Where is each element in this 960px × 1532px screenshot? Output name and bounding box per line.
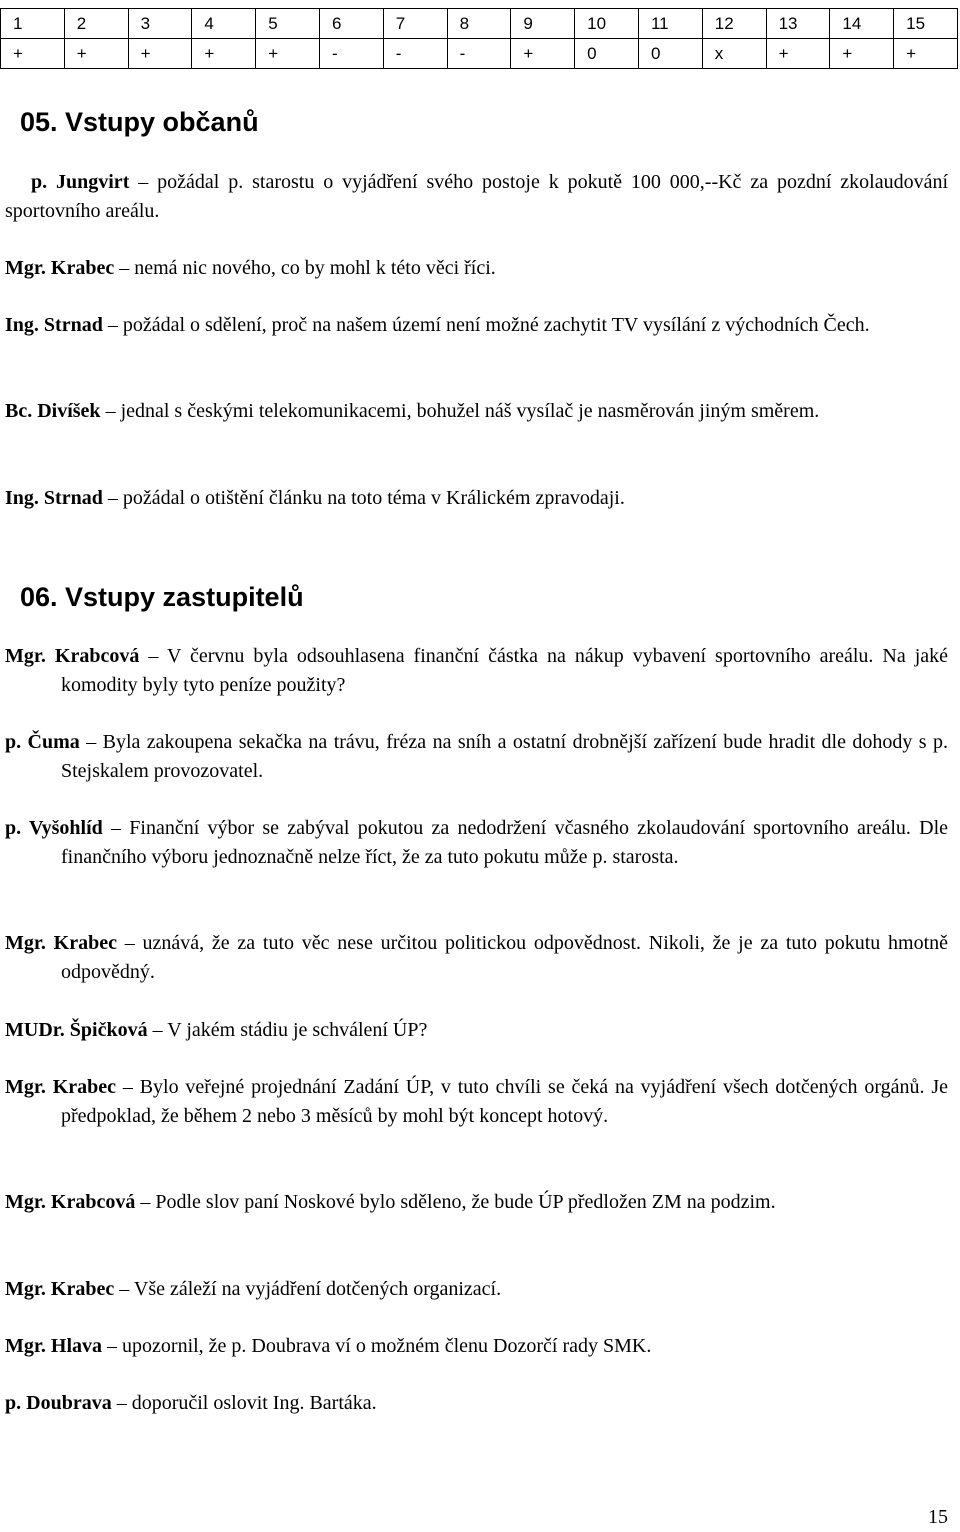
table-cell: 6 (319, 9, 383, 39)
paragraph (5, 1389, 948, 1418)
paragraph-text: V červnu byla odsouhlasena finanční částka na nákup vybavení sportovního areálu. Na jaké komodity byly tyto peníze použity? (61, 645, 949, 696)
speaker-name: MUDr. Špičková (5, 1019, 148, 1041)
table-cell: + (511, 39, 575, 69)
paragraph (5, 642, 948, 700)
paragraph (5, 1332, 948, 1361)
paragraph-text: doporučil oslovit Ing. Bartáka. (131, 1392, 377, 1414)
paragraph (5, 311, 948, 340)
table-cell: - (447, 39, 511, 69)
table-cell: + (256, 39, 320, 69)
dash: – (148, 645, 159, 667)
speaker-name: Mgr. Hlava (5, 1335, 103, 1357)
paragraph-text: Byla zakoupena sekačka na trávu, fréza na sníh a ostatní drobnější zařízení bude hradit dle dohody s p. Stejskalem provozovatel. (61, 731, 948, 782)
dash: – (140, 1191, 151, 1213)
paragraph (5, 1188, 948, 1217)
table-cell: 13 (766, 9, 830, 39)
speaker-name: p. Vyšohlíd (5, 817, 103, 839)
paragraph-text: Vše záleží na vyjádření dotčených organizací. (133, 1278, 502, 1300)
dash: – (116, 1392, 127, 1414)
dash: – (152, 1019, 163, 1041)
vote-table-votes-row (1, 39, 958, 69)
dash: – (107, 1335, 118, 1357)
paragraph (5, 728, 948, 786)
speaker-name: p. Čuma (5, 731, 80, 753)
vote-table (0, 8, 958, 69)
table-cell: 3 (128, 9, 192, 39)
dash: – (119, 257, 130, 279)
table-cell: - (383, 39, 447, 69)
table-cell: 0 (638, 39, 702, 69)
table-cell: + (1, 39, 65, 69)
table-cell: 12 (702, 9, 766, 39)
speaker-name: Mgr. Krabec (5, 257, 115, 279)
dash: – (122, 1076, 133, 1098)
speaker-name: Mgr. Krabcová (5, 645, 140, 667)
section-heading: 05. Vstupy občanů (20, 107, 259, 137)
paragraph-text: požádal o otištění článku na toto téma v Králickém zpravodaji. (122, 487, 625, 509)
speaker-name: Mgr. Krabec (5, 1076, 117, 1098)
dash: – (107, 487, 118, 509)
vote-table-header-row (1, 9, 958, 39)
table-cell: 1 (1, 9, 65, 39)
paragraph (5, 1016, 948, 1045)
paragraph (5, 254, 948, 283)
dash: – (111, 817, 122, 839)
paragraph (5, 484, 948, 513)
section-heading: 06. Vstupy zastupitelů (20, 582, 304, 612)
table-cell: + (128, 39, 192, 69)
paragraph-text: upozornil, že p. Doubrava ví o možném členu Dozorčí rady SMK. (122, 1335, 652, 1357)
paragraph (5, 397, 948, 426)
table-cell: + (830, 39, 894, 69)
dash: – (105, 400, 116, 422)
table-cell: + (766, 39, 830, 69)
paragraph (5, 168, 948, 226)
table-cell: + (192, 39, 256, 69)
paragraph-text: Bylo veřejné projednání Zadání ÚP, v tuto chvíli se čeká na vyjádření všech dotčených orgánů. Je předpoklad, že během 2 nebo 3 měsíců by mohl být koncept hotový. (61, 1076, 949, 1127)
table-cell: x (702, 39, 766, 69)
speaker-name: Mgr. Krabec (5, 1278, 115, 1300)
table-cell: 2 (64, 9, 128, 39)
table-cell: 15 (894, 9, 958, 39)
table-cell: 9 (511, 9, 575, 39)
paragraph (5, 1073, 948, 1131)
dash: – (124, 932, 135, 954)
paragraph (5, 929, 948, 987)
speaker-name: p. Doubrava (5, 1392, 112, 1414)
speaker-name: Mgr. Krabec (5, 932, 117, 954)
dash: – (119, 1278, 130, 1300)
table-cell: 7 (383, 9, 447, 39)
paragraph-text: Finanční výbor se zabýval pokutou za nedodržení včasného zkolaudování sportovního areálu. Dle finančního výboru jednoznačně nelze říct, že za tuto pokutu může p. starosta. (61, 817, 949, 868)
table-cell: 8 (447, 9, 511, 39)
table-cell: 10 (575, 9, 639, 39)
table-cell: - (319, 39, 383, 69)
table-cell: 5 (256, 9, 320, 39)
speaker-name: Ing. Strnad (5, 314, 103, 336)
table-cell: + (64, 39, 128, 69)
paragraph (5, 814, 948, 872)
table-cell: + (894, 39, 958, 69)
paragraph-text: jednal s českými telekomunikacemi, bohužel náš vysílač je nasměrován jiným směrem. (120, 400, 820, 422)
paragraph (5, 1275, 948, 1304)
paragraph-text: Podle slov paní Noskové bylo sděleno, že bude ÚP předložen ZM na podzim. (155, 1191, 776, 1213)
paragraph-text: uznává, že za tuto věc nese určitou politickou odpovědnost. Nikoli, že je za tuto pokutu hmotně odpovědný. (61, 932, 949, 983)
dash: – (138, 171, 149, 193)
table-cell: 11 (638, 9, 702, 39)
table-cell: 0 (575, 39, 639, 69)
paragraph-text: nemá nic nového, co by mohl k této věci říci. (134, 257, 496, 279)
speaker-name: Mgr. Krabcová (5, 1191, 136, 1213)
speaker-name: Bc. Divíšek (5, 400, 101, 422)
speaker-name: p. Jungvirt (31, 171, 130, 193)
paragraph-text: V jakém stádiu je schválení ÚP? (167, 1019, 428, 1041)
page-number: 15 (928, 1506, 948, 1528)
paragraph-text: požádal o sdělení, proč na našem území není možné zachytit TV vysílání z východních Čech. (122, 314, 870, 336)
dash: – (86, 731, 97, 753)
dash: – (107, 314, 118, 336)
table-cell: 4 (192, 9, 256, 39)
speaker-name: Ing. Strnad (5, 487, 103, 509)
paragraph-text: požádal p. starostu o vyjádření svého postoje k pokutě 100 000,--Kč za pozdní zkolaudování sportovního areálu. (5, 171, 949, 222)
table-cell: 14 (830, 9, 894, 39)
